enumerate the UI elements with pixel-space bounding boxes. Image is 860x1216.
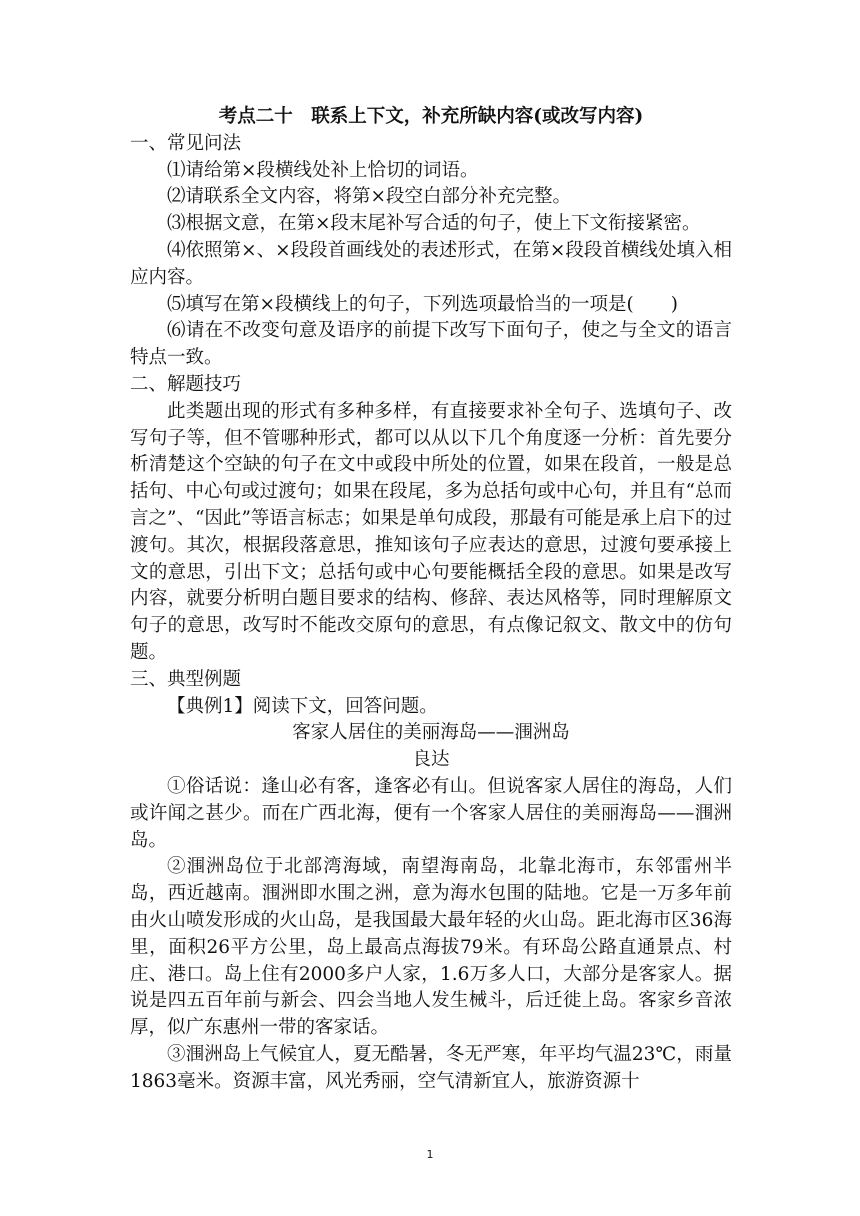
document-body — [130, 104, 732, 1095]
question-item: ⑵请联系全文内容，将第×段空白部分补充完整。 — [167, 186, 572, 208]
question-item: ⑶根据文意，在第×段末尾补写合适的句子，使上下文衔接紧密。 — [167, 213, 701, 235]
section-heading-examples: 三、典型例题 — [130, 668, 242, 690]
example-intro: 【典例1】阅读下文，回答问题。 — [167, 695, 438, 717]
article-paragraph: ③涠洲岛上气候宜人，夏无酷暑，冬无严寒，年平均气温23℃，雨量1863毫米。资源丰富，风光秀丽，空气清新宜人，旅游资源十 — [130, 1043, 732, 1092]
question-item: ⑴请给第×段横线处补上恰切的词语。 — [167, 159, 479, 181]
question-item: ⑸填写在第×段横线上的句子，下列选项最恰当的一项是( ) — [167, 293, 678, 315]
document-title: 考点二十 联系上下文，补充所缺内容(或改写内容) — [218, 106, 644, 127]
article-paragraph: ②涠洲岛位于北部湾海域，南望海南岛，北靠北海市，东邻雷州半岛，西近越南。涠洲即水围之洲，意为海水包围的陆地。它是一万多年前由火山喷发形成的火山岛，是我国最大最年轻的火山岛。距北海市区36海里，面积26平方公里，岛上最高点海拔79米。有环岛公路直通景点、村庄、港口。岛上住有2000多户人家，1.6万多人口，大部分是客家人。据说是四五百年前与新会、四会当地人发生械斗，后迁徙上岛。客家乡音浓厚，似广东惠州一带的客家话。 — [130, 856, 732, 1039]
question-item: ⑹请在不改变句意及语序的前提下改写下面句子，使之与全文的语言特点一致。 — [130, 320, 732, 369]
article-paragraph: ①俗话说：逢山必有客，逢客必有山。但说客家人居住的海岛，人们或许闻之甚少。而在广西北海，便有一个客家人居住的美丽海岛——涠洲岛。 — [130, 775, 732, 851]
page-number: 1 — [426, 1148, 434, 1161]
section-heading-common-questions: 一、常见问法 — [130, 132, 242, 154]
section-heading-techniques: 二、解题技巧 — [130, 373, 242, 395]
article-title: 客家人居住的美丽海岛——涠洲岛 — [292, 722, 570, 744]
question-item: ⑷依照第×、×段段首画线处的表述形式，在第×段段首横线处填入相应内容。 — [130, 239, 732, 288]
techniques-paragraph: 此类题出现的形式有多种多样，有直接要求补全句子、选填句子、改写句子等，但不管哪种形式，都可以从以下几个角度逐一分析：首先要分析清楚这个空缺的句子在文中或段中所处的位置，如果在段首，一般是总括句、中心句或过渡句；如果在段尾，多为总括句或中心句，并且有“总而言之”、“因此”等语言标志；如果是单句成段，那最有可能是承上启下的过渡句。其次，根据段落意思，推知该句子应表达的意思，过渡句要承接上文的意思，引出下文；总括句或中心句要能概括全段的意思。如果是改写内容，就要分析明白题目要求的结构、修辞、表达风格等，同时理解原文句子的意思，改写时不能改交原句的意思，有点像记叙文、散文中的仿句题。 — [130, 400, 732, 663]
article-author: 良达 — [412, 749, 450, 771]
